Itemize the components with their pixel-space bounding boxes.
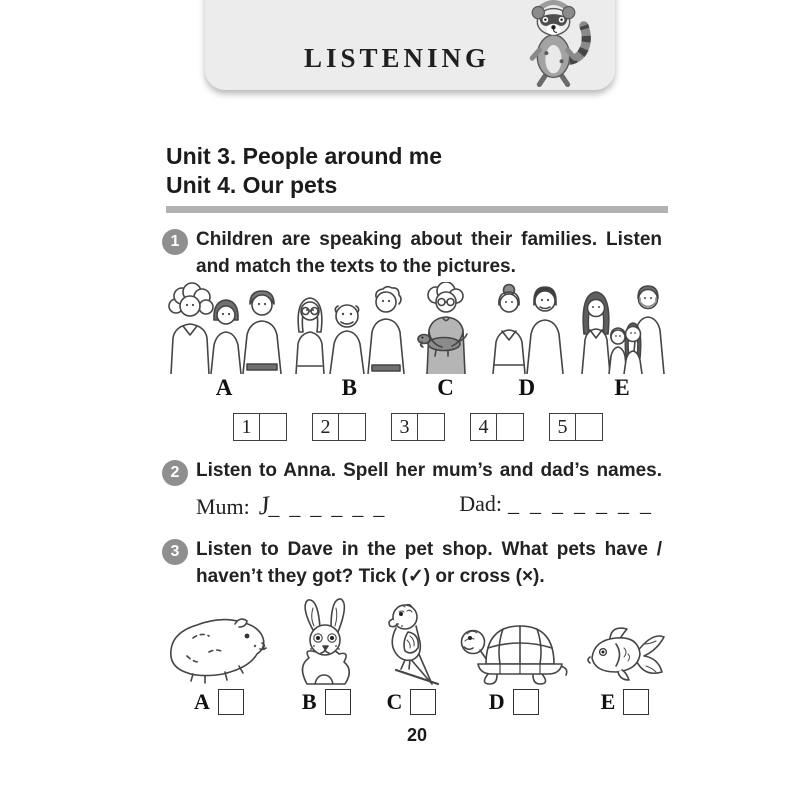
answer-number: 5	[550, 414, 576, 440]
exercise-2-instruction	[196, 457, 662, 484]
instruction-line: Listen to Dave in the pet shop. What pets have /	[196, 539, 662, 560]
pet-checkbox-d[interactable]	[513, 689, 539, 715]
unit-heading	[166, 142, 442, 200]
family-pictures-row	[163, 283, 668, 401]
instruction-line: Children are speaking about their families. Listen	[196, 229, 662, 250]
answer-box-4[interactable]	[470, 413, 524, 441]
answer-number: 2	[313, 414, 339, 440]
family-label: E	[614, 375, 630, 400]
pet-label: C	[386, 689, 403, 714]
pet-checkbox-e[interactable]	[623, 689, 649, 715]
pet-checkbox-c[interactable]	[410, 689, 436, 715]
family-picture-d	[483, 282, 571, 401]
pet-figure-a	[163, 608, 275, 715]
answer-cell-3[interactable]	[418, 414, 444, 440]
raccoon-mascot-icon	[517, 0, 593, 87]
family-label: A	[215, 375, 233, 400]
dad-answer-group	[459, 491, 662, 521]
answer-cell-1[interactable]	[260, 414, 286, 440]
answer-boxes-row	[233, 413, 603, 441]
family-label: C	[437, 375, 454, 400]
answer-box-2[interactable]	[312, 413, 366, 441]
answer-number: 4	[471, 414, 497, 440]
pet-figure-e	[582, 624, 668, 715]
family-label: D	[518, 375, 536, 400]
pet-pictures-row	[163, 594, 668, 715]
answer-number: 3	[392, 414, 418, 440]
turtle-image	[458, 608, 570, 686]
dad-name-blank[interactable]: _______	[508, 491, 662, 516]
exercise-3-instruction	[196, 536, 662, 590]
pet-label: A	[194, 689, 210, 714]
pet-label: B	[301, 689, 317, 714]
spelling-answers-row	[196, 491, 662, 521]
mum-answer-group	[196, 491, 394, 521]
answer-number: 1	[234, 414, 260, 440]
answer-box-5[interactable]	[549, 413, 603, 441]
instruction-line: and match the texts to the pictures.	[196, 256, 516, 277]
dad-label: Dad:	[459, 491, 502, 516]
answer-box-3[interactable]	[391, 413, 445, 441]
page-number: 20	[406, 725, 428, 745]
budgie-image	[378, 598, 446, 686]
family-picture-e	[576, 282, 668, 401]
family-picture-c	[414, 282, 478, 401]
answer-cell-2[interactable]	[339, 414, 365, 440]
family-picture-a	[163, 282, 285, 401]
rabbit-image	[287, 596, 365, 686]
mum-prefill-letter: J	[256, 490, 271, 521]
listening-header-card	[205, 0, 615, 90]
exercise-2-badge: 2	[162, 460, 188, 486]
mum-name-blank[interactable]: ______	[268, 494, 395, 519]
exercise-1-instruction	[196, 226, 662, 280]
unit-heading-line-1: Unit 3. People around me	[166, 143, 443, 169]
exercise-1-badge: 1	[162, 229, 188, 255]
mum-label: Mum:	[196, 494, 250, 519]
instruction-line: Listen to Anna. Spell her mum’s and dad’s names.	[196, 460, 662, 481]
pet-checkbox-b[interactable]	[325, 689, 351, 715]
answer-box-1[interactable]	[233, 413, 287, 441]
answer-cell-4[interactable]	[497, 414, 523, 440]
unit-heading-line-2: Unit 4. Our pets	[166, 172, 338, 198]
goldfish-image	[582, 624, 668, 686]
family-label: B	[341, 375, 357, 400]
section-divider	[166, 206, 668, 213]
guinea-pig-image	[163, 608, 275, 686]
pet-checkbox-a[interactable]	[218, 689, 244, 715]
exercise-3-badge: 3	[162, 539, 188, 565]
pet-label: E	[600, 689, 616, 714]
section-title: LISTENING	[303, 43, 491, 73]
pet-label: D	[488, 689, 505, 714]
answer-cell-5[interactable]	[576, 414, 602, 440]
pet-figure-b	[287, 596, 365, 715]
pet-figure-d	[458, 608, 570, 715]
instruction-line: haven’t they got? Tick (✓) or cross (×).	[196, 566, 545, 587]
pet-figure-c	[378, 598, 446, 715]
family-picture-b	[290, 282, 408, 401]
